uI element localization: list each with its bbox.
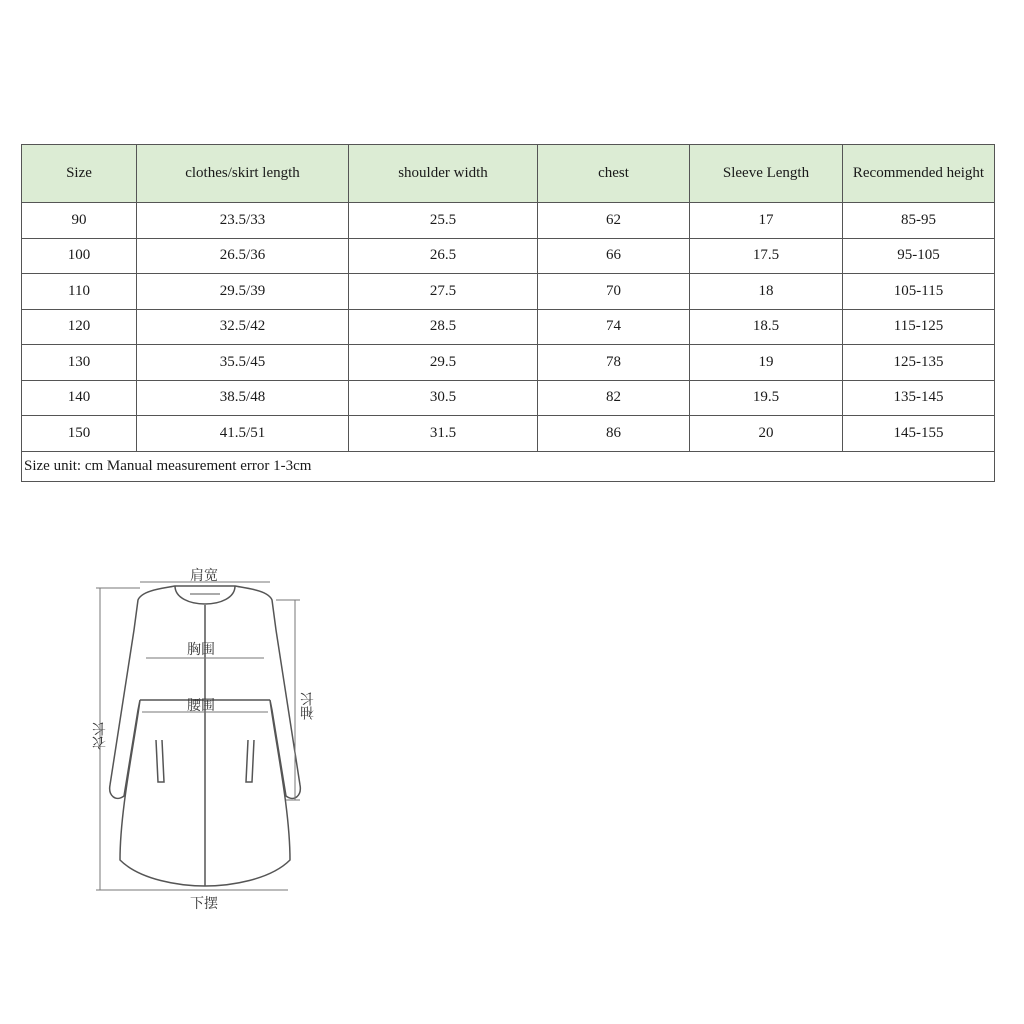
table-cell: 17.5 <box>690 238 843 274</box>
table-cell: 110 <box>22 274 137 310</box>
table-cell: 78 <box>538 345 690 381</box>
table-row <box>22 380 995 416</box>
table-cell: 145-155 <box>843 416 995 452</box>
table-cell: 38.5/48 <box>137 380 349 416</box>
size-chart-table <box>21 144 995 482</box>
table-header-row <box>22 145 995 203</box>
table-cell: 23.5/33 <box>137 203 349 239</box>
shoulder-width-label: 肩宽 <box>190 568 218 584</box>
table-cell: 26.5 <box>349 238 538 274</box>
table-cell: 41.5/51 <box>137 416 349 452</box>
table-cell: 95-105 <box>843 238 995 274</box>
table-cell: 70 <box>538 274 690 310</box>
table-row <box>22 309 995 345</box>
table-cell: 135-145 <box>843 380 995 416</box>
table-row <box>22 345 995 381</box>
table-cell: 19.5 <box>690 380 843 416</box>
table-cell: 82 <box>538 380 690 416</box>
table-cell: 19 <box>690 345 843 381</box>
clothes-length-label: 衣长 <box>92 722 108 750</box>
table-note-row <box>22 451 995 481</box>
table-cell: 29.5/39 <box>137 274 349 310</box>
hem-label: 下摆 <box>190 896 218 912</box>
table-row <box>22 416 995 452</box>
table-cell: 105-115 <box>843 274 995 310</box>
chest-label: 胸围 <box>187 642 215 658</box>
header-size: Size <box>22 145 137 203</box>
table-cell: 66 <box>538 238 690 274</box>
coat-measurement-diagram <box>80 560 340 920</box>
table-cell: 130 <box>22 345 137 381</box>
table-cell: 74 <box>538 309 690 345</box>
table-cell: 25.5 <box>349 203 538 239</box>
table-cell: 100 <box>22 238 137 274</box>
table-cell: 26.5/36 <box>137 238 349 274</box>
table-cell: 28.5 <box>349 309 538 345</box>
table-row <box>22 274 995 310</box>
header-chest: chest <box>538 145 690 203</box>
table-cell: 18 <box>690 274 843 310</box>
measurement-lines <box>96 582 300 890</box>
table-cell: 27.5 <box>349 274 538 310</box>
table-cell: 30.5 <box>349 380 538 416</box>
measurement-note: Size unit: cm Manual measurement error 1-3cm <box>22 451 995 481</box>
table-cell: 35.5/45 <box>137 345 349 381</box>
table-cell: 90 <box>22 203 137 239</box>
table-cell: 125-135 <box>843 345 995 381</box>
header-height: Recommended height <box>843 145 995 203</box>
header-shoulder: shoulder width <box>349 145 538 203</box>
table-cell: 140 <box>22 380 137 416</box>
table-row <box>22 203 995 239</box>
table-row <box>22 238 995 274</box>
coat-outline <box>110 586 301 886</box>
table-cell: 85-95 <box>843 203 995 239</box>
table-cell: 31.5 <box>349 416 538 452</box>
table-cell: 32.5/42 <box>137 309 349 345</box>
header-sleeve: Sleeve Length <box>690 145 843 203</box>
table-cell: 17 <box>690 203 843 239</box>
table-cell: 20 <box>690 416 843 452</box>
table-cell: 120 <box>22 309 137 345</box>
waist-label: 腰围 <box>187 698 215 714</box>
table-cell: 18.5 <box>690 309 843 345</box>
sleeve-length-label: 袖长 <box>300 692 316 720</box>
table-cell: 29.5 <box>349 345 538 381</box>
header-length: clothes/skirt length <box>137 145 349 203</box>
table-cell: 62 <box>538 203 690 239</box>
table-cell: 150 <box>22 416 137 452</box>
table-cell: 86 <box>538 416 690 452</box>
table-cell: 115-125 <box>843 309 995 345</box>
